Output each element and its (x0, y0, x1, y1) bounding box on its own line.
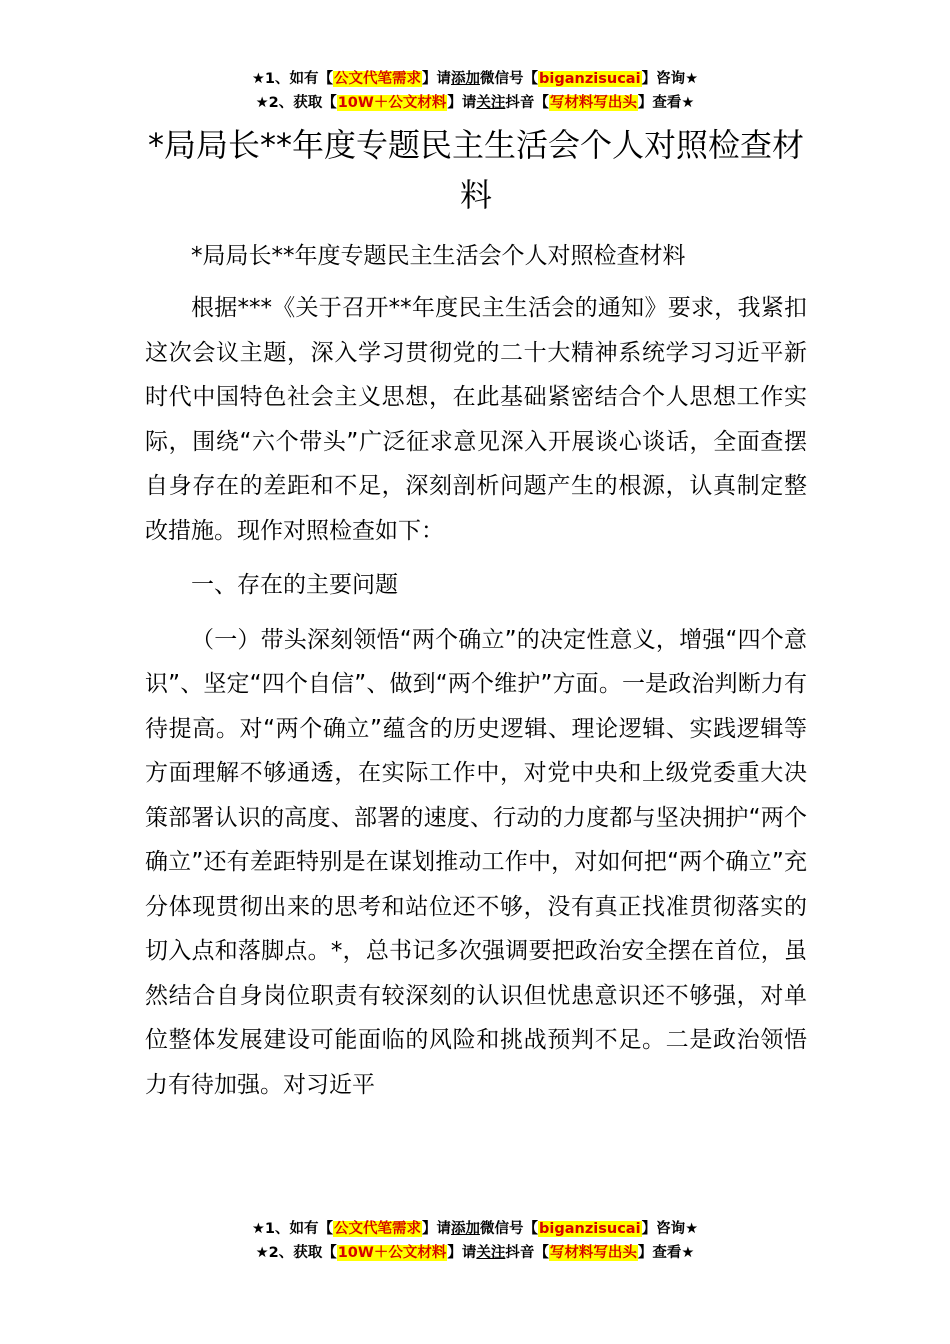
section-heading: 一、存在的主要问题 (191, 572, 398, 598)
footer-banner (0, 1217, 950, 1265)
document-body (145, 120, 807, 1107)
highlight-wechat-id: biganzisucai (539, 1221, 641, 1237)
paragraph-intro: 根据***《关于召开**年度民主生活会的通知》要求，我紧扣这次会议主题，深入学习贯彻党的二十大精神系统学习习近平新时代中国特色社会主义思想，在此基础紧密结合个人思想工作实际，围绕“六个带头”广泛征求意见深入开展谈心谈话，全面查摆自身存在的差距和不足，深刻剖析问题产生的根源，认真制定整改措施。现作对照检查如下： (145, 295, 807, 544)
highlight-service: 公文代笔需求 (334, 1221, 422, 1237)
banner-line-2: ★2、获取【10W＋公文材料】请关注抖音【写材料写出头】查看★ (255, 1245, 695, 1261)
highlight-materials: 10W＋公文材料 (337, 1245, 447, 1261)
highlight-service: 公文代笔需求 (334, 71, 422, 87)
document-subtitle: *局局长**年度专题民主生活会个人对照检查材料 (191, 243, 686, 269)
highlight-douyin: 写材料写出头 (549, 95, 637, 111)
highlight-douyin: 写材料写出头 (549, 1245, 637, 1261)
banner-line-1: ★1、如有【公文代笔需求】请添加微信号【biganzisucai】咨询★ (251, 1221, 699, 1237)
banner-line-2: ★2、获取【10W＋公文材料】请关注抖音【写材料写出头】查看★ (255, 95, 695, 111)
document-title: *局局长**年度专题民主生活会个人对照检查材料 (147, 126, 804, 214)
highlight-wechat-id: biganzisucai (539, 71, 641, 87)
highlight-materials: 10W＋公文材料 (337, 95, 447, 111)
banner-line-1: ★1、如有【公文代笔需求】请添加微信号【biganzisucai】咨询★ (251, 71, 699, 87)
paragraph-section-1: （一）带头深刻领悟“两个确立”的决定性意义，增强“四个意识”、坚定“四个自信”、做到“两个维护”方面。一是政治判断力有待提高。对“两个确立”蕴含的历史逻辑、理论逻辑、实践逻辑等方面理解不够通透，在实际工作中，对党中央和上级党委重大决策部署认识的高度、部署的速度、行动的力度都与坚决拥护“两个确立”还有差距特别是在谋划推动工作中，对如何把“两个确立”充分体现贯彻出来的思考和站位还不够，没有真正找准贯彻落实的切入点和落脚点。*，总书记多次强调要把政治安全摆在首位，虽然结合自身岗位职责有较深刻的认识但忧患意识还不够强，对单位整体发展建设可能面临的风险和挑战预判不足。二是政治领悟力有待加强。对习近平 (145, 626, 807, 1098)
header-banner (0, 67, 950, 115)
